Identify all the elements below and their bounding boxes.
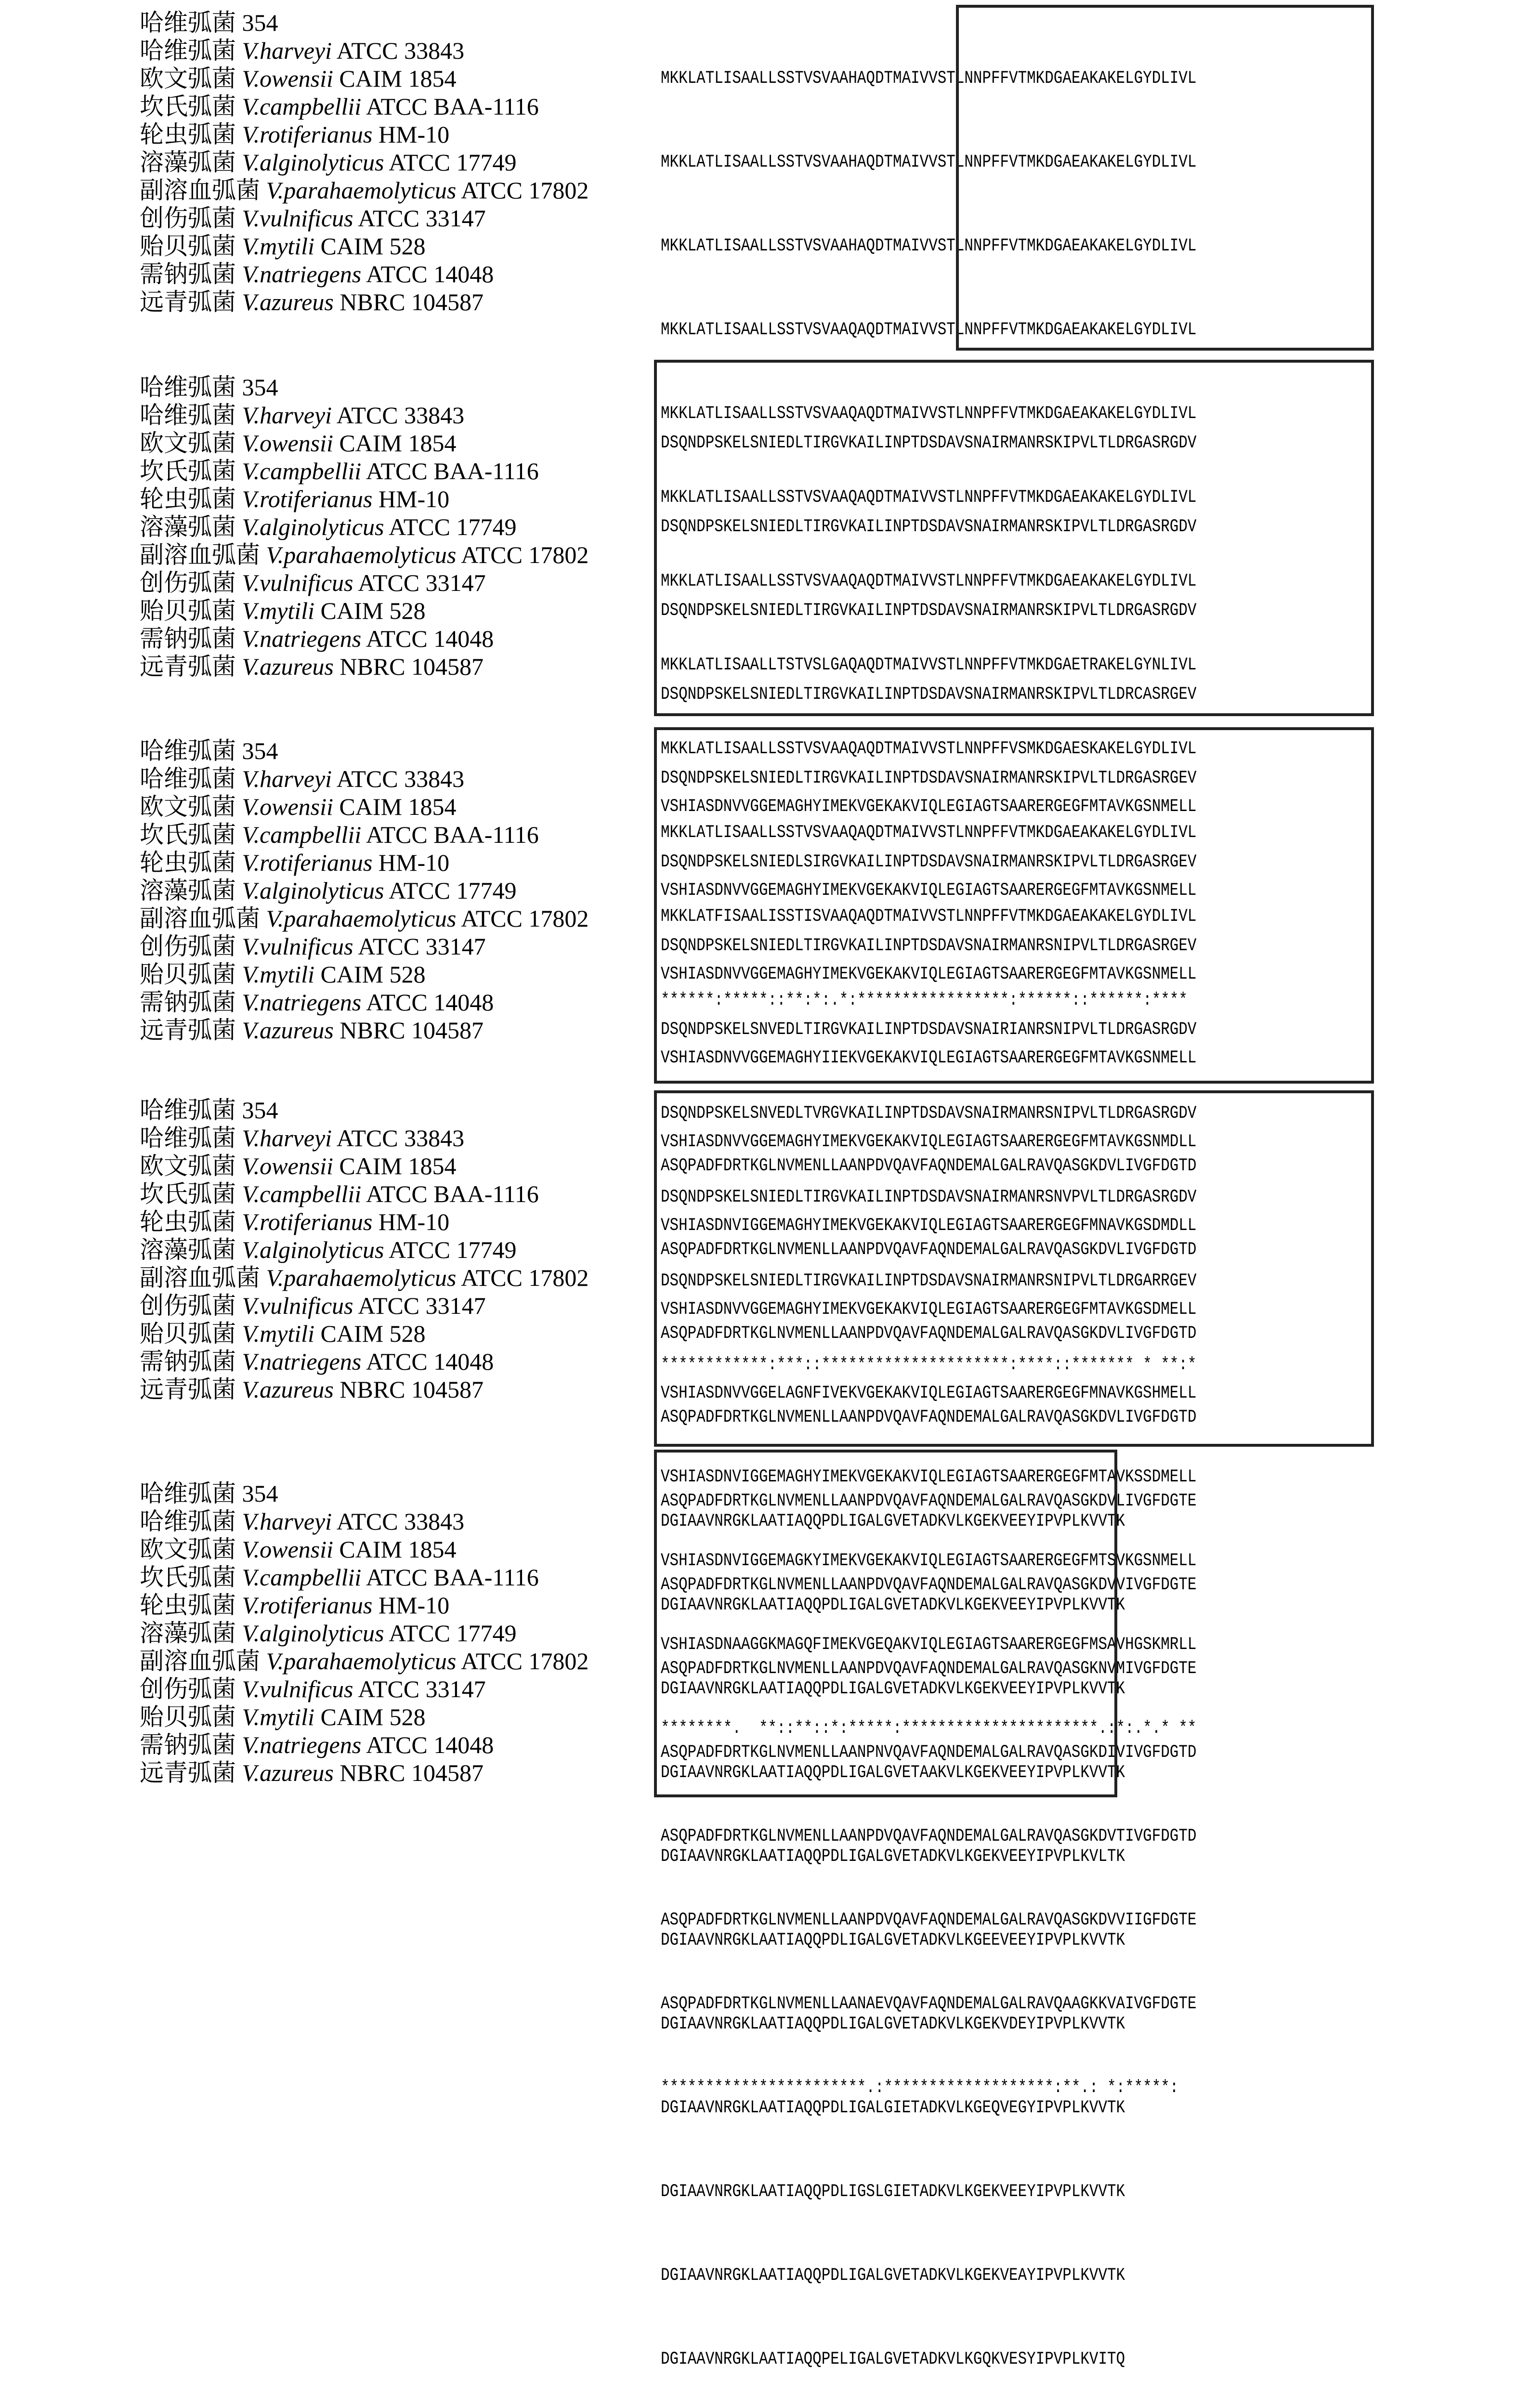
chinese-name: 需钠弧菌: [140, 1731, 236, 1758]
strain-name: CAIM 1854: [339, 1152, 457, 1179]
species-name: V.harveyi: [242, 37, 332, 64]
sequence-row: ASQPADFDRTKGLNVMENLLAANPDVQAVFAQNDEMALGALRAVQASGKDVVIVGFDGTE: [661, 1575, 1197, 1595]
sequence-row: DSQNDPSKELSNIEDLTIRGVKAILINPTDSDAVSNAIRMANRSKIPVLTLDRGASRGDV: [661, 601, 1197, 621]
species-name: V.rotiferianus: [242, 849, 373, 876]
sequence-row: VSHIASDNVVGGEMAGHYIMEKVGEKAKVIQLEGIAGTSAARERGEGFMTAVKGSNMELL: [661, 880, 1197, 901]
strain-name: CAIM 528: [320, 1703, 426, 1730]
chinese-name: 创伤弧菌: [140, 205, 236, 232]
strain-name: ATCC 17749: [389, 877, 517, 904]
species-name: V.rotiferianus: [242, 485, 373, 512]
sequence-row: MKKLATFISAALISSTISVAAQAQDTMAIVVSTLNNPFFVTMKDGAEAKAKELGYDLIVL: [661, 906, 1197, 927]
species-name: V.campbellii: [242, 93, 362, 120]
species-name: V.vulnificus: [242, 1675, 353, 1702]
organism-label: [140, 1535, 588, 1563]
species-name: V.alginolyticus: [242, 513, 384, 540]
strain-name: ATCC BAA-1116: [366, 93, 539, 120]
chinese-name: 需钠弧菌: [140, 261, 236, 288]
chinese-name: 溶藻弧菌: [140, 149, 236, 176]
chinese-name: 轮虫弧菌: [140, 1592, 236, 1619]
organism-label: [140, 932, 588, 960]
sequence-row: DGIAAVNRGKLAATIAQQPDLIGALGVETADKVLKGEKVEEYIPVPLKVLTK: [661, 1846, 1125, 1867]
organism-label: [140, 1096, 588, 1124]
species-name: V.mytili: [242, 597, 314, 624]
organism-label: [140, 1731, 588, 1759]
organism-label: [140, 1208, 588, 1236]
chinese-name: 副溶血弧菌: [140, 541, 260, 568]
strain-name: ATCC 33147: [358, 933, 486, 960]
strain-name: ATCC 14048: [366, 989, 494, 1016]
strain-name: CAIM 1854: [339, 793, 457, 820]
strain-name: ATCC BAA-1116: [366, 458, 539, 484]
species-name: V.owensii: [242, 65, 333, 92]
chinese-name: 哈维弧菌: [140, 37, 236, 64]
strain-name: HM-10: [378, 121, 450, 148]
sequence-row: DGIAAVNRGKLAATIAQQPDLIGALGVETAAKVLKGEKVEEYIPVPLKVVTK: [661, 1763, 1125, 1783]
strain-name: HM-10: [378, 849, 450, 876]
sequence-row: VSHIASDNVVGGEMAGHYIIEKVGEKAKVIQLEGIAGTSAARERGEGFMTAVKGSNMELL: [661, 1048, 1197, 1068]
sequence-row: DSQNDPSKELSNIEDLTIRGVKAILINPTDSDAVSNAIRMANRSKIPVLTLDRGASRGDV: [661, 433, 1197, 453]
organism-label: [140, 960, 588, 988]
species-name: V.campbellii: [242, 821, 362, 848]
chinese-name: 哈维弧菌: [140, 402, 236, 429]
organism-label: [140, 1180, 588, 1208]
organism-label: [140, 653, 588, 681]
consensus-row: ********. **::**::*:*****:**********************.:*:.*.* **: [661, 1718, 1197, 1739]
chinese-name: 坎氏弧菌: [140, 458, 236, 484]
sequence-row: MKKLATLISAALLSSTVSVAAQAQDTMAIVVSTLNNPFFVTMKDGAEAKAKELGYDLIVL: [661, 571, 1197, 591]
sequence-row: ASQPADFDRTKGLNVMENLLAANPDVQAVFAQNDEMALGALRAVQASGKDVLIVGFDGTD: [661, 1323, 1197, 1344]
chinese-name: 贻贝弧菌: [140, 597, 236, 624]
organism-label: [140, 1124, 588, 1152]
chinese-name: 远青弧菌: [140, 288, 236, 315]
species-name: V.owensii: [242, 1536, 333, 1563]
sequence-row: DGIAAVNRGKLAATIAQQPDLIGALGVETADKVLKGEKVEAYIPVPLKVVTK: [661, 2265, 1125, 2286]
organism-label: [140, 1647, 588, 1675]
strain-name: ATCC 33147: [358, 205, 486, 232]
species-name: V.vulnificus: [242, 205, 353, 232]
sequence-row: VSHIASDNVVGGEMAGHYIMEKVGEKAKVIQLEGIAGTSAARERGEGFMTAVKGSNMELL: [661, 797, 1197, 817]
chinese-name: 坎氏弧菌: [140, 821, 236, 848]
species-name: V.natriegens: [242, 261, 362, 288]
chinese-name: 哈维弧菌: [140, 1480, 236, 1507]
organism-label: [140, 401, 588, 429]
species-name: V.campbellii: [242, 1180, 362, 1207]
sequence-row: ASQPADFDRTKGLNVMENLLAANPDVQAVFAQNDEMALGALRAVQASGKDVLIVGFDGTE: [661, 1491, 1197, 1511]
organism-label: [140, 1703, 588, 1731]
chinese-name: 坎氏弧菌: [140, 1180, 236, 1207]
strain-name: ATCC 33843: [336, 1508, 465, 1535]
sequence-row: VSHIASDNVVGGEMAGHYIMEKVGEKAKVIQLEGIAGTSAARERGEGFMTAVKGSNMELL: [661, 964, 1197, 984]
organism-label: [140, 1152, 588, 1180]
strain-name: ATCC 17802: [461, 177, 589, 204]
species-name: V.harveyi: [242, 402, 332, 429]
strain-name: ATCC 33843: [336, 1125, 465, 1152]
chinese-name: 溶藻弧菌: [140, 513, 236, 540]
organism-label: [140, 120, 588, 148]
sequence-row: VSHIASDNVVGGEMAGHYIMEKVGEKAKVIQLEGIAGTSAARERGEGFMTAVKGSDMELL: [661, 1299, 1197, 1320]
chinese-name: 需钠弧菌: [140, 625, 236, 652]
organism-label: [140, 597, 588, 625]
chinese-name: 需钠弧菌: [140, 989, 236, 1016]
chinese-name: 远青弧菌: [140, 653, 236, 680]
species-name: V.rotiferianus: [242, 121, 373, 148]
sequence-row: DSQNDPSKELSNVEDLTIRGVKAILINPTDSDAVSNAIRIANRSNIPVLTLDRGASRGDV: [661, 1020, 1197, 1040]
chinese-name: 欧文弧菌: [140, 1536, 236, 1563]
strain-name: 354: [242, 9, 278, 36]
species-name: V.owensii: [242, 430, 333, 457]
sequence-row: MKKLATLISAALLSSTVSVAAQAQDTMAIVVSTLNNPFFVSMKDGAESKAKELGYDLIVL: [661, 739, 1197, 759]
species-name: V.azureus: [242, 1017, 334, 1044]
organism-label: [140, 148, 588, 176]
strain-name: CAIM 528: [320, 961, 426, 988]
chinese-name: 轮虫弧菌: [140, 1208, 236, 1235]
organism-label: [140, 737, 588, 765]
sequence-row: ASQPADFDRTKGLNVMENLLAANAEVQAVFAQNDEMALGALRAVQAAGKKVAIVGFDGTE: [661, 1994, 1197, 2014]
species-name: V.azureus: [242, 288, 334, 315]
strain-name: 354: [242, 1097, 278, 1124]
organism-names: [140, 737, 588, 1044]
sequence-row: VSHIASDNVVGGEMAGHYIMEKVGEKAKVIQLEGIAGTSAARERGEGFMTAVKGSNMDLL: [661, 1132, 1197, 1152]
organism-label: [140, 1375, 588, 1403]
species-name: V.natriegens: [242, 625, 362, 652]
strain-name: CAIM 1854: [339, 65, 457, 92]
species-name: V.mytili: [242, 1703, 314, 1730]
organism-label: [140, 260, 588, 288]
sequence-row: MKKLATLISAALLSSTVSVAAQAQDTMAIVVSTLNNPFFVTMKDGAEAKAKELGYDLIVL: [661, 404, 1197, 424]
chinese-name: 轮虫弧菌: [140, 485, 236, 512]
strain-name: ATCC 33147: [358, 1675, 486, 1702]
chinese-name: 溶藻弧菌: [140, 1620, 236, 1647]
organism-label: [140, 232, 588, 260]
strain-name: 354: [242, 737, 278, 764]
strain-name: ATCC 17749: [389, 1620, 517, 1647]
chinese-name: 坎氏弧菌: [140, 1564, 236, 1591]
species-name: V.parahaemolyticus: [266, 905, 457, 932]
chinese-name: 远青弧菌: [140, 1017, 236, 1044]
organism-label: [140, 204, 588, 232]
organism-label: [140, 1348, 588, 1375]
chinese-name: 创伤弧菌: [140, 933, 236, 960]
strain-name: ATCC 33843: [336, 765, 465, 792]
sequence-row: VSHIASDNVIGGEMAGHYIMEKVGEKAKVIQLEGIAGTSAARERGEGFMTAVKSSDMELL: [661, 1467, 1197, 1487]
sequence-row: ASQPADFDRTKGLNVMENLLAANPDVQAVFAQNDEMALGALRAVQASGKNVMIVGFDGTE: [661, 1659, 1197, 1679]
strain-name: HM-10: [378, 485, 450, 512]
strain-name: HM-10: [378, 1592, 450, 1619]
organism-label: [140, 1320, 588, 1348]
organism-label: [140, 457, 588, 485]
strain-name: CAIM 528: [320, 233, 426, 260]
strain-name: ATCC 33843: [336, 402, 465, 429]
organism-label: [140, 877, 588, 904]
strain-name: NBRC 104587: [340, 1759, 484, 1786]
organism-label: [140, 569, 588, 597]
chinese-name: 副溶血弧菌: [140, 905, 260, 932]
sequence-row: MKKLATLISAALLSSTVSVAAHAQDTMAIVVSTLNNPFFVTMKDGAEAKAKELGYDLIVL: [661, 68, 1197, 89]
sequence-rows: [661, 1452, 1125, 2408]
strain-name: ATCC 33147: [358, 569, 486, 596]
sequence-row: ASQPADFDRTKGLNVMENLLAANPDVQAVFAQNDEMALGALRAVQASGKDVLIVGFDGTD: [661, 1240, 1197, 1260]
sequence-row: DGIAAVNRGKLAATIAQQPDLIGALGVETADKVLKGEKVDEYIPVPLKVVTK: [661, 2014, 1125, 2034]
sequence-row: DGIAAVNRGKLAATIAQQPELIGALGVETADKVLKGQKVESYIPVPLKVITQ: [661, 2349, 1125, 2369]
chinese-name: 副溶血弧菌: [140, 1648, 260, 1675]
chinese-name: 贻贝弧菌: [140, 1320, 236, 1347]
species-name: V.vulnificus: [242, 1292, 353, 1319]
species-name: V.alginolyticus: [242, 1620, 384, 1647]
sequence-row: VSHIASDNVIGGEMAGKYIMEKVGEKAKVIQLEGIAGTSAARERGEGFMTSVKGSNMELL: [661, 1551, 1197, 1571]
chinese-name: 欧文弧菌: [140, 1152, 236, 1179]
species-name: V.owensii: [242, 1152, 333, 1179]
sequence-row: VSHIASDNVIGGEMAGHYIMEKVGEKAKVIQLEGIAGTSAARERGEGFMNAVKGSDMDLL: [661, 1216, 1197, 1236]
chinese-name: 远青弧菌: [140, 1759, 236, 1786]
organism-label: [140, 513, 588, 541]
species-name: V.parahaemolyticus: [266, 1264, 457, 1291]
organism-label: [140, 373, 588, 401]
chinese-name: 哈维弧菌: [140, 1125, 236, 1152]
strain-name: ATCC 33843: [336, 37, 465, 64]
chinese-name: 贻贝弧菌: [140, 1703, 236, 1730]
organism-label: [140, 9, 588, 37]
species-name: V.owensii: [242, 793, 333, 820]
organism-label: [140, 1619, 588, 1647]
chinese-name: 哈维弧菌: [140, 9, 236, 36]
strain-name: ATCC 17802: [461, 905, 589, 932]
sequence-row: DGIAAVNRGKLAATIAQQPDLIGSLGIETADKVLKGEKVEEYIPVPLKVVTK: [661, 2182, 1125, 2202]
sequence-row: MKKLATLISAALLSSTVSVAAQAQDTMAIVVSTLNNPFFVTMKDGAEAKAKELGYDLIVL: [661, 487, 1197, 508]
organism-label: [140, 1292, 588, 1320]
species-name: V.natriegens: [242, 989, 362, 1016]
sequence-row: ASQPADFDRTKGLNVMENLLAANPDVQAVFAQNDEMALGALRAVQASGKDVLIVGFDGTD: [661, 1407, 1197, 1427]
strain-name: NBRC 104587: [340, 1017, 484, 1044]
sequence-row: DGIAAVNRGKLAATIAQQPDLIGALGVETADKVLKGEEVEEYIPVPLKVVTK: [661, 1930, 1125, 1950]
species-name: V.mytili: [242, 961, 314, 988]
sequence-row: MKKLATLISAALLTSTVSLGAQAQDTMAIVVSTLNNPFFVTMKDGAETRAKELGYNLIVL: [661, 655, 1197, 675]
organism-label: [140, 1759, 588, 1787]
chinese-name: 轮虫弧菌: [140, 121, 236, 148]
species-name: V.natriegens: [242, 1731, 362, 1758]
sequence-row: VSHIASDNAAGGKMAGQFIMEKVGEQAKVIQLEGIAGTSAARERGEGFMSAVHGSKMRLL: [661, 1635, 1197, 1655]
strain-name: 354: [242, 1480, 278, 1507]
species-name: V.rotiferianus: [242, 1208, 373, 1235]
organism-label: [140, 904, 588, 932]
organism-names: [140, 1479, 588, 1787]
species-name: V.vulnificus: [242, 569, 353, 596]
chinese-name: 创伤弧菌: [140, 1675, 236, 1702]
species-name: V.vulnificus: [242, 933, 353, 960]
species-name: V.parahaemolyticus: [266, 541, 457, 568]
species-name: V.mytili: [242, 233, 314, 260]
chinese-name: 哈维弧菌: [140, 737, 236, 764]
organism-label: [140, 1479, 588, 1507]
organism-label: [140, 1591, 588, 1619]
species-name: V.harveyi: [242, 1125, 332, 1152]
species-name: V.campbellii: [242, 458, 362, 484]
strain-name: NBRC 104587: [340, 288, 484, 315]
chinese-name: 欧文弧菌: [140, 65, 236, 92]
chinese-name: 贻贝弧菌: [140, 233, 236, 260]
organism-label: [140, 793, 588, 821]
sequence-row: DSQNDPSKELSNIEDLTIRGVKAILINPTDSDAVSNAIRMANRSNIPVLTLDRGASRGEV: [661, 936, 1197, 956]
organism-label: [140, 988, 588, 1016]
organism-label: [140, 849, 588, 877]
chinese-name: 远青弧菌: [140, 1376, 236, 1403]
sequence-row: DSQNDPSKELSNIEDLTIRGVKAILINPTDSDAVSNAIRMANRSKIPVLTLDRCASRGEV: [661, 684, 1197, 705]
sequence-row: DSQNDPSKELSNVEDLTVRGVKAILINPTDSDAVSNAIRMANRSNIPVLTLDRGASRGDV: [661, 1103, 1197, 1124]
organism-label: [140, 92, 588, 120]
species-name: V.azureus: [242, 1376, 334, 1403]
species-name: V.rotiferianus: [242, 1592, 373, 1619]
chinese-name: 副溶血弧菌: [140, 177, 260, 204]
sequence-row: ASQPADFDRTKGLNVMENLLAANPDVQAVFAQNDEMALGALRAVQASGKDVVIIGFDGTE: [661, 1910, 1197, 1930]
chinese-name: 副溶血弧菌: [140, 1264, 260, 1291]
strain-name: ATCC BAA-1116: [366, 1564, 539, 1591]
species-name: V.harveyi: [242, 765, 332, 792]
sequence-row: ASQPADFDRTKGLNVMENLLAANPDVQAVFAQNDEMALGALRAVQASGKDVLIVGFDGTD: [661, 1156, 1197, 1176]
sequence-row: DGIAAVNRGKLAATIAQQPDLIGALGVETADKVLKGEKVEEYIPVPLKVVTK: [661, 1679, 1125, 1699]
strain-name: NBRC 104587: [340, 1376, 484, 1403]
organism-names: [140, 373, 588, 681]
organism-label: [140, 1264, 588, 1292]
chinese-name: 欧文弧菌: [140, 430, 236, 457]
strain-name: ATCC 17802: [461, 1648, 589, 1675]
sequence-row: DSQNDPSKELSNIEDLTIRGVKAILINPTDSDAVSNAIRMANRSNVPVLTLDRGASRGDV: [661, 1187, 1197, 1207]
consensus-row: ***********************.:*******************:**.: *:*****:: [661, 2078, 1179, 2098]
organism-label: [140, 1236, 588, 1264]
strain-name: ATCC 17749: [389, 513, 517, 540]
consensus-row: ************:***::*********************:****::******* * **:*: [661, 1355, 1197, 1375]
organism-names: [140, 1096, 588, 1403]
species-name: V.parahaemolyticus: [266, 1648, 457, 1675]
sequence-row: DGIAAVNRGKLAATIAQQPDLIGALGIETADKVLKGEQVEGYIPVPLKVVTK: [661, 2098, 1125, 2118]
organism-label: [140, 37, 588, 65]
sequence-row: MKKLATLISAALLSSTVSVAAQAQDTMAIVVSTLNNPFFVTMKDGAEAKAKELGYDLIVL: [661, 823, 1197, 843]
sequence-row: VSHIASDNVVGGELAGNFIVEKVGEKAKVIQLEGIAGTSAARERGEGFMNAVKGSHMELL: [661, 1383, 1197, 1403]
strain-name: CAIM 528: [320, 1320, 426, 1347]
strain-name: ATCC 14048: [366, 625, 494, 652]
sequence-row: ASQPADFDRTKGLNVMENLLAANPNVQAVFAQNDEMALGALRAVQASGKDIVIVGFDGTD: [661, 1742, 1197, 1763]
strain-name: CAIM 528: [320, 597, 426, 624]
strain-name: ATCC 17802: [461, 1264, 589, 1291]
chinese-name: 哈维弧菌: [140, 1508, 236, 1535]
organism-label: [140, 1675, 588, 1703]
strain-name: HM-10: [378, 1208, 450, 1235]
strain-name: ATCC 14048: [366, 261, 494, 288]
strain-name: ATCC 17749: [389, 149, 517, 176]
sequence-row: MKKLATLISAALLSSTVSVAAQAQDTMAIVVSTLNNPFFVTMKDGAEAKAKELGYDLIVL: [661, 320, 1197, 340]
sequence-row: MKKLATLISAALLSSTVSVAAHAQDTMAIVVSTLNNPFFVTMKDGAEAKAKELGYDLIVL: [661, 152, 1197, 172]
organism-label: [140, 65, 588, 92]
organism-label: [140, 765, 588, 793]
organism-label: [140, 1507, 588, 1535]
organism-label: [140, 176, 588, 204]
sequence-row: DSQNDPSKELSNIEDLTIRGVKAILINPTDSDAVSNAIRMANRSKIPVLTLDRGASRGEV: [661, 768, 1197, 788]
species-name: V.alginolyticus: [242, 877, 384, 904]
strain-name: ATCC 17802: [461, 541, 589, 568]
species-name: V.alginolyticus: [242, 1236, 384, 1263]
strain-name: CAIM 1854: [339, 1536, 457, 1563]
strain-name: ATCC 14048: [366, 1731, 494, 1758]
strain-name: ATCC 14048: [366, 1348, 494, 1375]
strain-name: ATCC BAA-1116: [366, 1180, 539, 1207]
chinese-name: 创伤弧菌: [140, 1292, 236, 1319]
sequence-row: DSQNDPSKELSNIEDLSIRGVKAILINPTDSDAVSNAIRMANRSKIPVLTLDRGASRGEV: [661, 852, 1197, 872]
chinese-name: 轮虫弧菌: [140, 849, 236, 876]
chinese-name: 坎氏弧菌: [140, 93, 236, 120]
sequence-row: DSQNDPSKELSNIEDLTIRGVKAILINPTDSDAVSNAIRMANRSNIPVLTLDRGARRGEV: [661, 1271, 1197, 1291]
organism-label: [140, 429, 588, 457]
consensus-row: ******:*****::**:*:.*:*****************:******::******:****: [661, 990, 1188, 1010]
species-name: V.mytili: [242, 1320, 314, 1347]
organism-label: [140, 485, 588, 513]
sequence-row: ASQPADFDRTKGLNVMENLLAANPDVQAVFAQNDEMALGALRAVQASGKDVTIVGFDGTD: [661, 1826, 1197, 1846]
organism-label: [140, 1016, 588, 1044]
organism-label: [140, 288, 588, 316]
strain-name: NBRC 104587: [340, 653, 484, 680]
strain-name: ATCC BAA-1116: [366, 821, 539, 848]
strain-name: ATCC 33147: [358, 1292, 486, 1319]
species-name: V.natriegens: [242, 1348, 362, 1375]
organism-label: [140, 1563, 588, 1591]
organism-label: [140, 625, 588, 653]
chinese-name: 哈维弧菌: [140, 374, 236, 401]
sequence-row: DGIAAVNRGKLAATIAQQPDLIGALGVETADKVLKGEKVEEYIPVPLKVVTK: [661, 1511, 1125, 1531]
chinese-name: 创伤弧菌: [140, 569, 236, 596]
chinese-name: 溶藻弧菌: [140, 877, 236, 904]
species-name: V.azureus: [242, 653, 334, 680]
sequence-row: DSQNDPSKELSNIEDLTIRGVKAILINPTDSDAVSNAIRMANRSKIPVLTLDRGASRGDV: [661, 517, 1197, 537]
chinese-name: 贻贝弧菌: [140, 961, 236, 988]
chinese-name: 哈维弧菌: [140, 765, 236, 792]
organism-label: [140, 541, 588, 569]
chinese-name: 欧文弧菌: [140, 793, 236, 820]
species-name: V.alginolyticus: [242, 149, 384, 176]
organism-label: [140, 821, 588, 849]
organism-names: [140, 9, 588, 316]
species-name: V.harveyi: [242, 1508, 332, 1535]
strain-name: CAIM 1854: [339, 430, 457, 457]
species-name: V.campbellii: [242, 1564, 362, 1591]
strain-name: ATCC 17749: [389, 1236, 517, 1263]
species-name: V.parahaemolyticus: [266, 177, 457, 204]
chinese-name: 需钠弧菌: [140, 1348, 236, 1375]
species-name: V.azureus: [242, 1759, 334, 1786]
chinese-name: 哈维弧菌: [140, 1097, 236, 1124]
sequence-row: DGIAAVNRGKLAATIAQQPDLIGALGVETADKVLKGEKVEEYIPVPLKVVTK: [661, 1595, 1125, 1615]
strain-name: 354: [242, 374, 278, 401]
chinese-name: 溶藻弧菌: [140, 1236, 236, 1263]
sequence-row: MKKLATLISAALLSSTVSVAAHAQDTMAIVVSTLNNPFFVTMKDGAEAKAKELGYDLIVL: [661, 236, 1197, 256]
